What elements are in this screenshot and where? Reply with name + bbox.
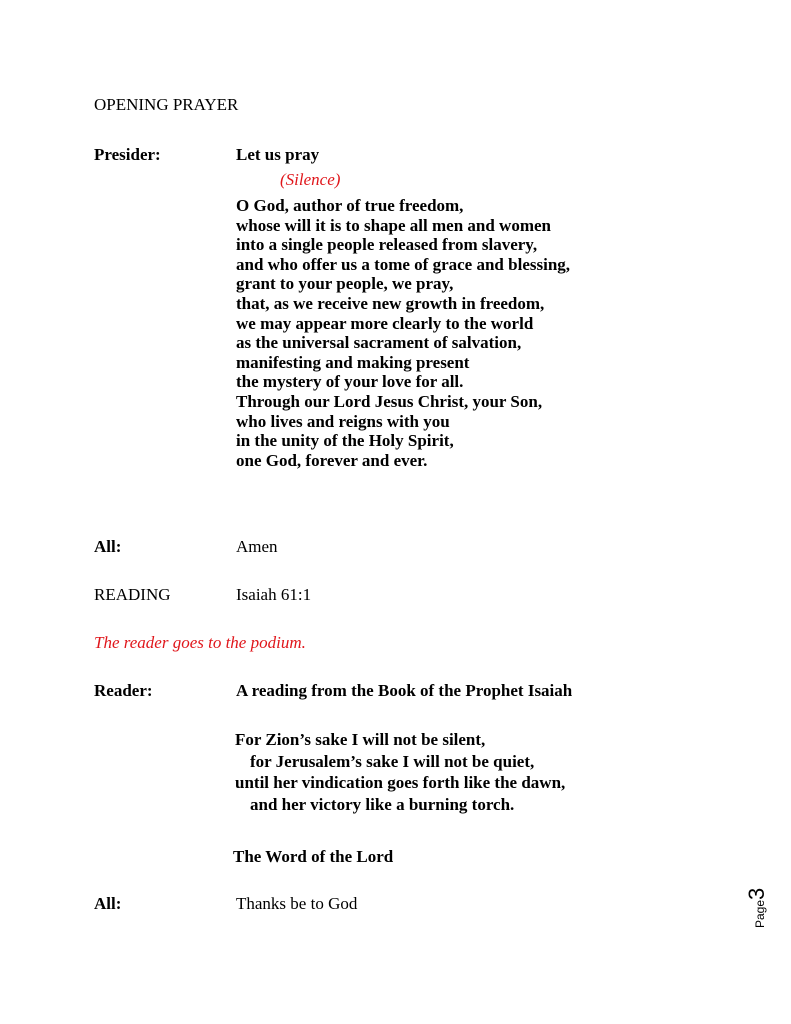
section-heading-opening-prayer: OPENING PRAYER [94,95,239,114]
isaiah-verse [235,729,565,815]
verse-line: and her victory like a burning torch. [250,794,515,814]
thanks-response: Thanks be to God [236,894,358,913]
page-number [736,872,776,932]
section-heading-reading: READING [94,585,171,604]
page-number-value: 3 [744,887,769,900]
all-label-reading: All: [94,894,122,913]
presider-label: Presider: [94,145,161,164]
prayer-line: O God, author of true freedom, [236,196,464,215]
prayer-line: Through our Lord Jesus Christ, your Son, [236,391,543,411]
prayer-line: and who offer us a tome of grace and blessing, [236,254,571,274]
prayer-invitation: Let us pray [236,145,320,164]
reader-label: Reader: [94,681,153,700]
prayer-line: one God, forever and ever. [236,450,428,470]
amen-response: Amen [236,537,278,556]
prayer-line: grant to your people, we pray, [236,274,454,294]
prayer-line: into a single people released from slavery, [236,235,538,255]
prayer-line: manifesting and making present [236,352,470,372]
verse-line: For Zion’s sake I will not be silent, [235,730,486,749]
prayer-line: we may appear more clearly to the world [236,313,534,333]
all-label-opening: All: [94,537,122,556]
prayer-line: the mystery of your love for all. [236,372,464,392]
reading-announcement: A reading from the Book of the Prophet Isaiah [236,681,573,700]
verse-line: until her vindication goes forth like the dawn, [235,773,566,793]
verse-line: for Jerusalem’s sake I will not be quiet, [250,751,535,771]
prayer-line: whose will it is to shape all men and women [236,215,551,235]
prayer-line: that, as we receive new growth in freedom, [236,293,545,313]
word-of-the-lord: The Word of the Lord [233,847,394,866]
reader-rubric: The reader goes to the podium. [94,633,306,652]
opening-prayer-text [236,196,570,470]
silence-rubric: (Silence) [280,170,341,189]
prayer-line: as the universal sacrament of salvation, [236,333,522,353]
page-word: Page [753,899,767,928]
prayer-line: who lives and reigns with you [236,411,450,431]
reading-citation: Isaiah 61:1 [236,585,312,604]
prayer-line: in the unity of the Holy Spirit, [236,431,454,451]
